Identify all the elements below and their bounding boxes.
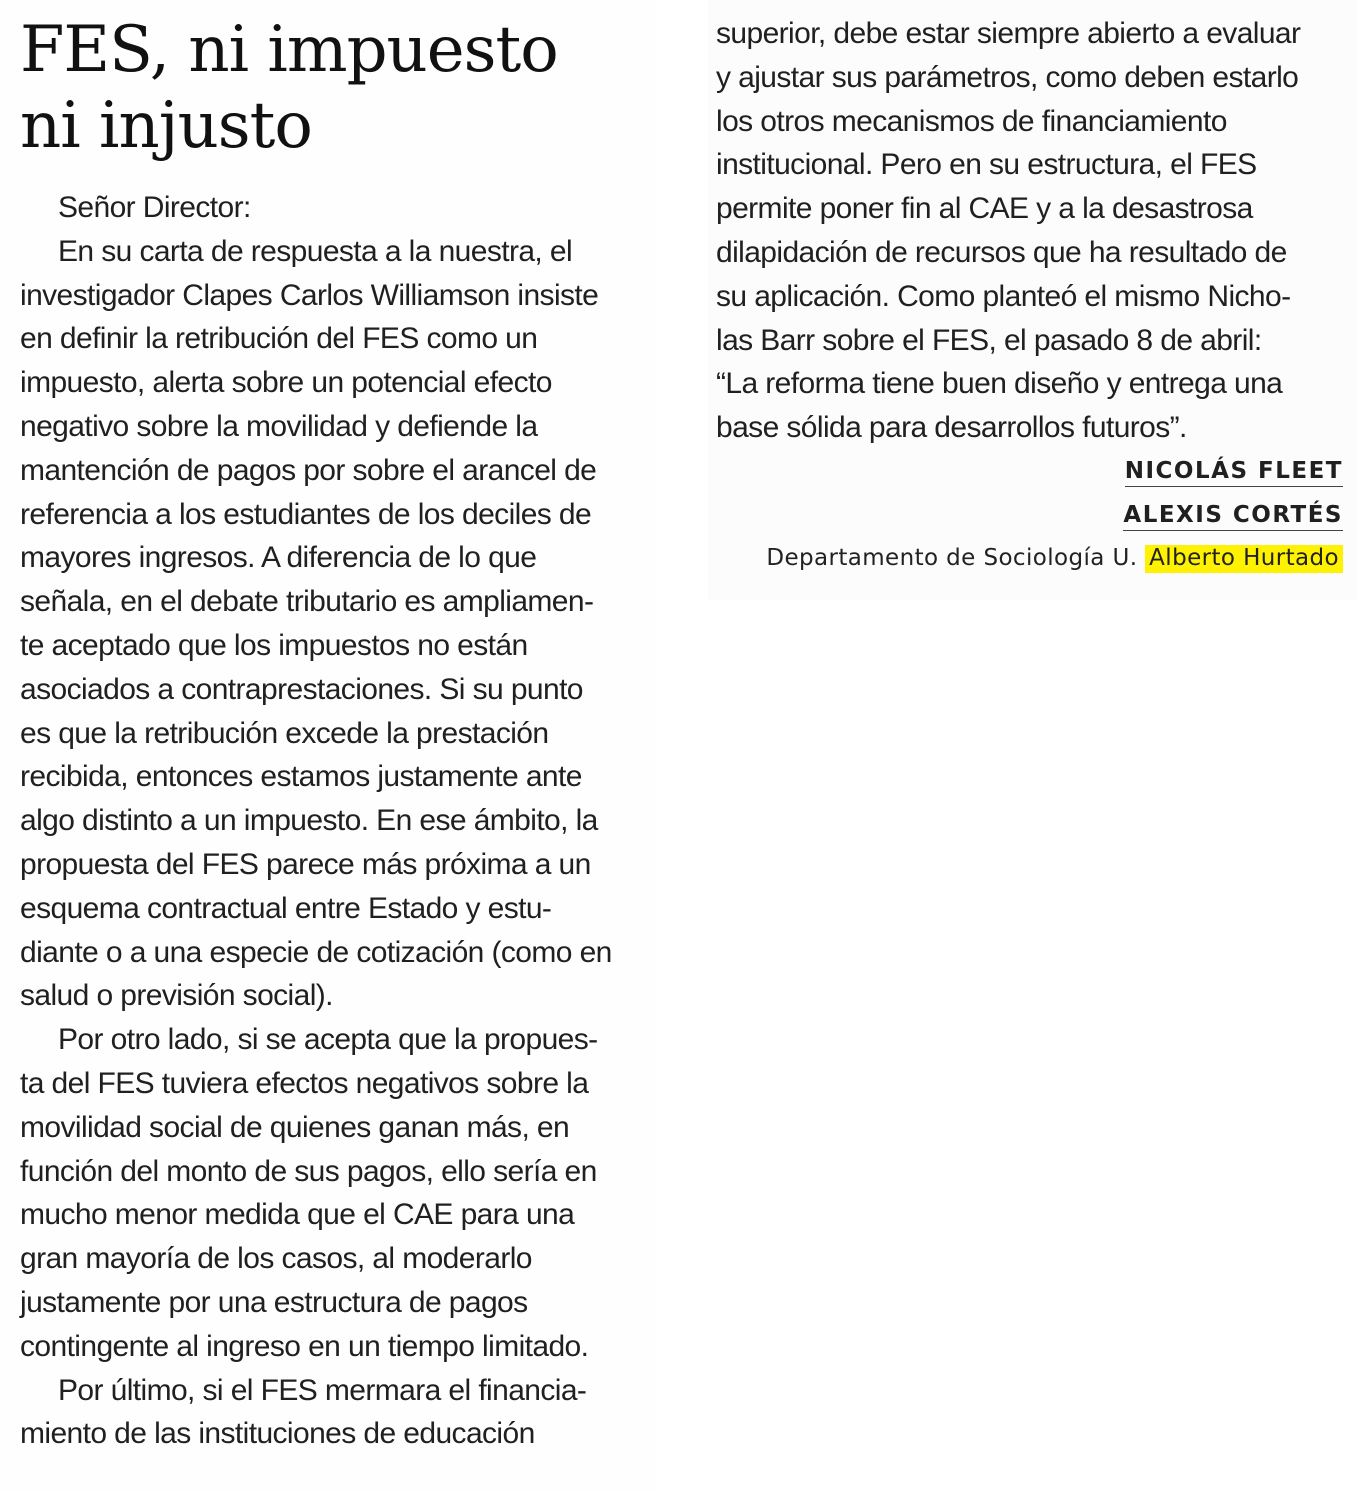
letter-body-right [716,12,1348,450]
text-line: en definir la retribución del FES como un [20,322,538,356]
text-line: impuesto, alerta sobre un potencial efecto [20,366,552,400]
text-line: mayores ingresos. A diferencia de lo que [20,541,537,575]
text-line: mucho menor medida que el CAE para una [20,1198,575,1232]
text-line: salud o previsión social). [20,979,333,1013]
text-line: su aplicación. Como planteó el mismo Nicho- [716,279,1291,313]
text-line: superior, debe estar siempre abierto a evaluar [716,17,1301,50]
text-line: miento de las instituciones de educación [20,1417,535,1451]
affiliation-prefix: Departamento de Sociología U. [766,545,1138,571]
headline [20,12,558,164]
text-line: investigador Clapes Carlos Williamson insiste [20,278,599,312]
text-line: En su carta de respuesta a la nuestra, el [58,234,573,268]
text-line: base sólida para desarrollos futuros”. [716,411,1187,445]
text-line: ta del FES tuviera efectos negativos sobre la [20,1066,589,1100]
author-name-1: NICOLÁS FLEET [1125,458,1343,487]
text-line: gran mayoría de los casos, al moderarlo [20,1242,532,1276]
affiliation [766,545,1343,571]
text-line: Por último, si el FES mermara el financia- [58,1373,587,1407]
text-line: propuesta del FES parece más próxima a un [20,847,591,881]
text-line: las Barr sobre el FES, el pasado 8 de abril: [716,323,1262,357]
text-line: diante o a una especie de cotización (como en [20,935,612,969]
text-line: movilidad social de quienes ganan más, en [20,1110,570,1144]
text-line: contingente al ingreso en un tiempo limitado. [20,1329,589,1363]
headline-line-2: ni injusto [20,89,312,163]
text-line: te aceptado que los impuestos no están [20,628,528,662]
text-line: función del monto de sus pagos, ello sería en [20,1154,597,1188]
letter-body-left [20,186,650,1456]
text-line: mantención de pagos por sobre el arancel de [20,453,597,487]
text-line: es que la retribución excede la prestación [20,716,549,750]
text-line: justamente por una estructura de pagos [20,1285,528,1319]
text-line: Señor Director: [58,191,251,224]
text-line: Por otro lado, si se acepta que la propues- [58,1023,598,1057]
text-line: recibida, entonces estamos justamente ante [20,760,582,794]
text-line: los otros mecanismos de financiamiento [716,104,1227,138]
text-line: negativo sobre la movilidad y defiende la [20,409,538,443]
affiliation-highlight: Alberto Hurtado [1145,545,1343,573]
text-line: permite poner fin al CAE y a la desastrosa [716,192,1253,226]
text-line: “La reforma tiene buen diseño y entrega una [716,367,1283,401]
author-name-2: ALEXIS CORTÉS [1123,502,1343,531]
text-line: señala, en el debate tributario es ampliamen- [20,585,594,619]
text-line: dilapidación de recursos que ha resultado de [716,235,1287,269]
headline-line-1: FES, ni impuesto [20,13,558,87]
text-line: asociados a contraprestaciones. Si su punto [20,672,583,706]
text-line: esquema contractual entre Estado y estu- [20,891,552,925]
text-line: y ajustar sus parámetros, como deben estarlo [716,60,1299,94]
text-line: algo distinto a un impuesto. En ese ámbito, la [20,804,598,838]
text-line: referencia a los estudiantes de los deciles de [20,497,592,531]
text-line: institucional. Pero en su estructura, el FES [716,148,1257,182]
